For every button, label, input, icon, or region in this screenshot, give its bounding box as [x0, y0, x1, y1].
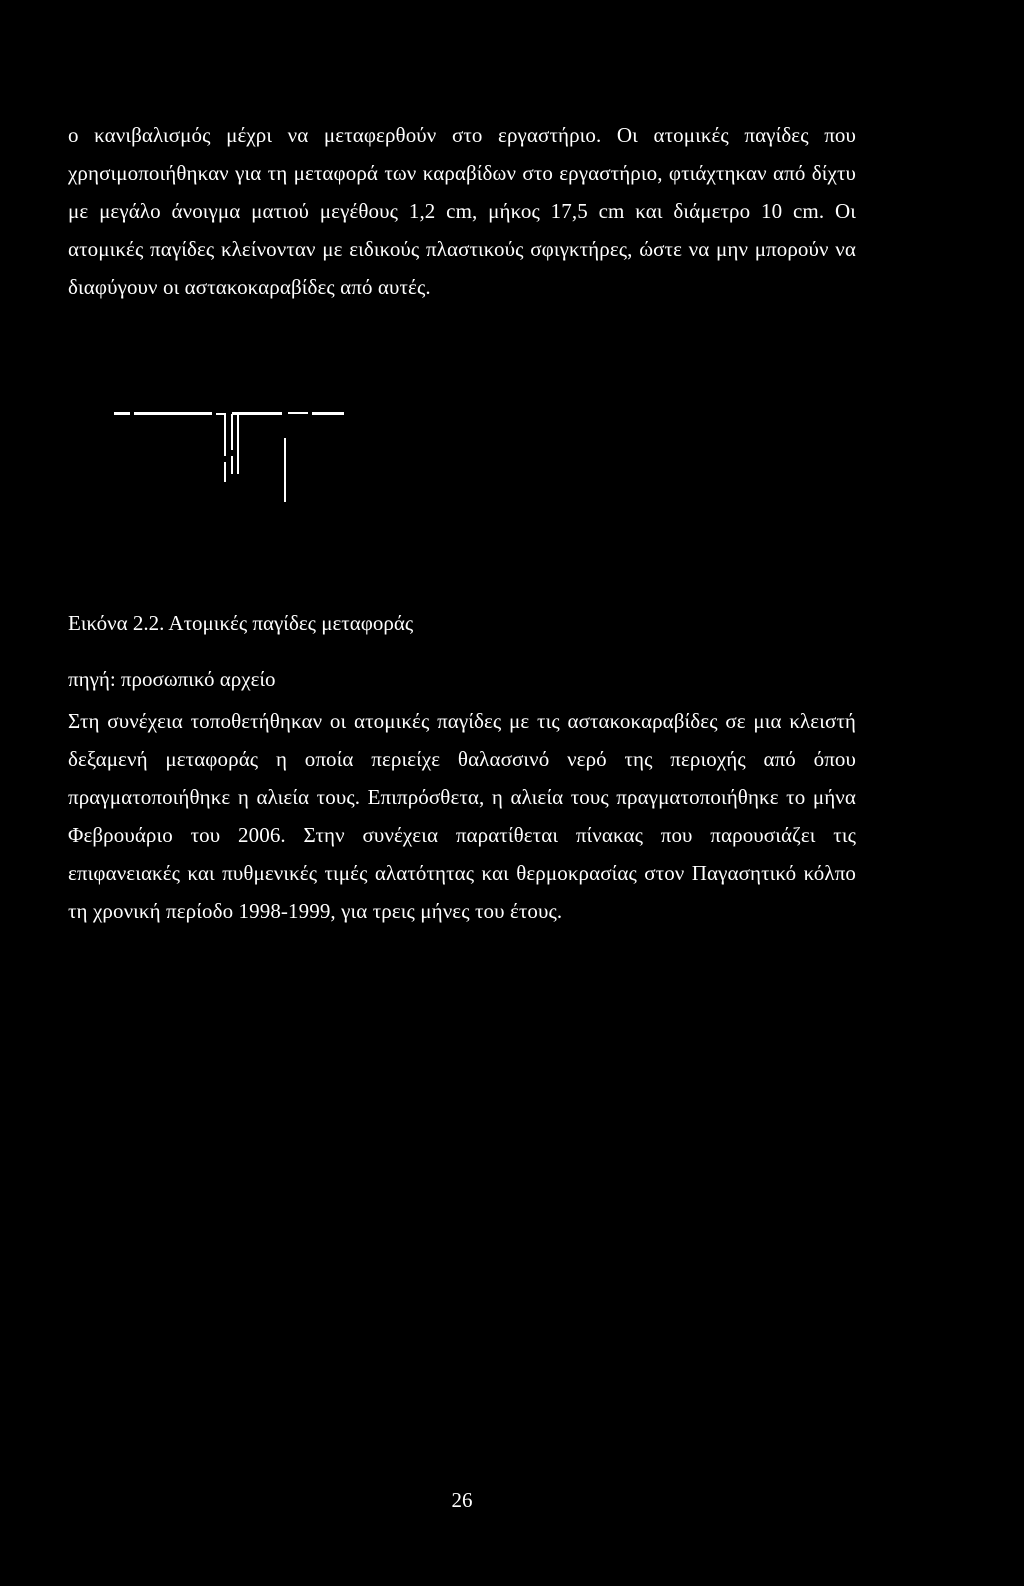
figure-line [231, 456, 233, 474]
figure-line [284, 438, 286, 502]
figure-line [134, 412, 212, 415]
figure-line [232, 412, 282, 415]
body-paragraph-2: Στη συνέχεια τοποθετήθηκαν οι ατομικές παγίδες με τις αστακοκαραβίδες σε μια κλειστή δεξαμενή μεταφοράς η οποία περιείχε θαλασσινό νερό της περιοχής από όπου πραγματοποιήθηκε η αλιεία τους. Επιπρόσθετα, η αλιεία τους πραγματοποιήθηκε το μήνα Φεβρουάριο του 2006. Στην συνέχεια παρατίθεται πίνακας που παρουσιάζει τις επιφανειακές και πυθμενικές τιμές αλατότητας και θερμοκρασίας στον Παγασητικό κόλπο τη χρονική περίοδο 1998-1999, για τρεις μήνες του έτους. [68, 709, 856, 923]
figure-line [224, 414, 226, 456]
figure-caption: Εικόνα 2.2. Ατομικές παγίδες μεταφοράς [68, 611, 414, 635]
page-number: 26 [451, 1488, 473, 1512]
figure-image [112, 404, 352, 514]
figure-line [224, 462, 226, 482]
figure-source: πηγή: προσωπικό αρχείο [68, 667, 276, 691]
figure-line [231, 414, 233, 450]
trap-figure-graphic [112, 404, 352, 514]
figure-line [288, 412, 308, 414]
figure-line [312, 412, 344, 415]
figure-line [237, 414, 239, 474]
body-paragraph-1: ο κανιβαλισμός μέχρι να μεταφερθούν στο εργαστήριο. Οι ατομικές παγίδες που χρησιμοποιήθηκαν για τη μεταφορά των καραβίδων στο εργαστήριο, φτιάχτηκαν από δίχτυ με μεγάλο άνοιγμα ματιού μεγέθους 1,2 cm, μήκος 17,5 cm και διάμετρο 10 cm. Οι ατομικές παγίδες κλείνονταν με ειδικούς πλαστικούς σφιγκτήρες, ώστε να μην μπορούν να διαφύγουν οι αστακοκαραβίδες από αυτές. [68, 123, 856, 299]
figure-line [114, 412, 130, 415]
